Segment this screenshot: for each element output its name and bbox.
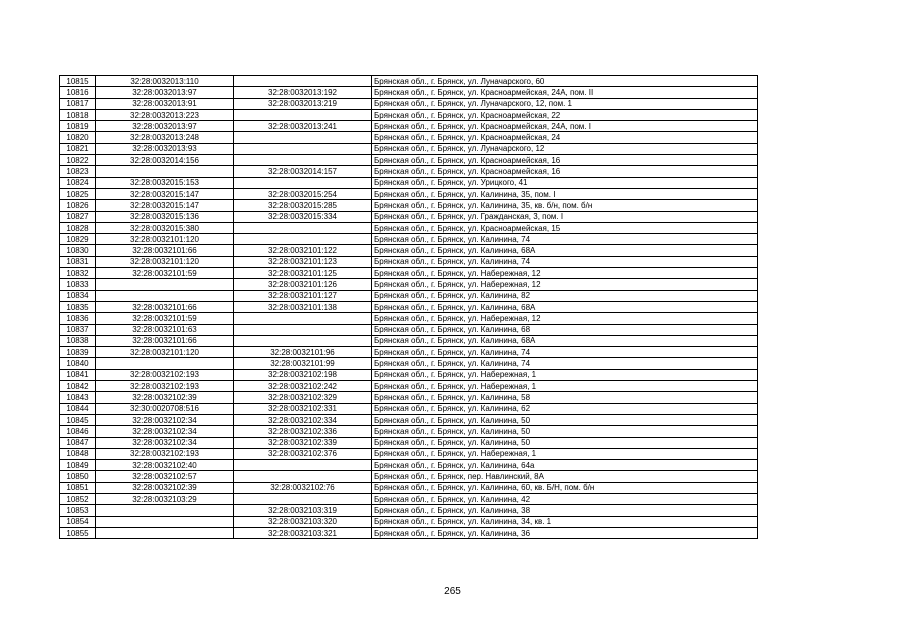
object-number-cell: 32:28:0032101:127: [234, 290, 372, 301]
parcel-number-cell: 32:28:0032013:91: [96, 98, 234, 109]
parcel-number-cell: 32:28:0032013:223: [96, 109, 234, 120]
address-cell: Брянская обл., г. Брянск, ул. Красноармейская, 16: [372, 166, 758, 177]
table-row: [60, 527, 758, 538]
row-number-cell: 10820: [60, 132, 96, 143]
address-cell: Брянская обл., г. Брянск, ул. Калинина, 36: [372, 527, 758, 538]
row-number-cell: 10851: [60, 482, 96, 493]
object-number-cell: 32:28:0032101:99: [234, 358, 372, 369]
table-row: [60, 166, 758, 177]
table-row: [60, 279, 758, 290]
address-cell: Брянская обл., г. Брянск, ул. Калинина, 68А: [372, 245, 758, 256]
address-cell: Брянская обл., г. Брянск, ул. Калинина, 64а: [372, 460, 758, 471]
table-body: [60, 76, 758, 539]
table-row: [60, 493, 758, 504]
parcel-number-cell: 32:28:0032101:66: [96, 335, 234, 346]
address-cell: Брянская обл., г. Брянск, ул. Красноармейская, 16: [372, 155, 758, 166]
table-row: [60, 268, 758, 279]
table-row: [60, 516, 758, 527]
object-number-cell: 32:28:0032103:321: [234, 527, 372, 538]
address-cell: Брянская обл., г. Брянск, ул. Калинина, 35, пом. I: [372, 188, 758, 199]
address-cell: Брянская обл., г. Брянск, ул. Луначарского, 12, пом. 1: [372, 98, 758, 109]
table-row: [60, 335, 758, 346]
address-cell: Брянская обл., г. Брянск, ул. Калинина, 74: [372, 234, 758, 245]
table-row: [60, 505, 758, 516]
object-number-cell: [234, 177, 372, 188]
object-number-cell: [234, 324, 372, 335]
object-number-cell: 32:28:0032015:285: [234, 200, 372, 211]
object-number-cell: 32:28:0032015:334: [234, 211, 372, 222]
object-number-cell: 32:28:0032101:123: [234, 256, 372, 267]
row-number-cell: 10833: [60, 279, 96, 290]
address-cell: Брянская обл., г. Брянск, ул. Калинина, 50: [372, 414, 758, 425]
object-number-cell: 32:28:0032013:241: [234, 121, 372, 132]
object-number-cell: 32:28:0032102:331: [234, 403, 372, 414]
address-cell: Брянская обл., г. Брянск, ул. Луначарского, 12: [372, 143, 758, 154]
address-cell: Брянская обл., г. Брянск, ул. Калинина, 50: [372, 426, 758, 437]
row-number-cell: 10834: [60, 290, 96, 301]
parcel-number-cell: 32:28:0032102:193: [96, 381, 234, 392]
parcel-number-cell: 32:28:0032102:193: [96, 369, 234, 380]
object-number-cell: [234, 76, 372, 87]
object-number-cell: 32:28:0032103:319: [234, 505, 372, 516]
row-number-cell: 10816: [60, 87, 96, 98]
object-number-cell: 32:28:0032103:320: [234, 516, 372, 527]
row-number-cell: 10854: [60, 516, 96, 527]
row-number-cell: 10845: [60, 414, 96, 425]
row-number-cell: 10852: [60, 493, 96, 504]
table-row: [60, 211, 758, 222]
address-cell: Брянская обл., г. Брянск, ул. Набережная, 1: [372, 448, 758, 459]
table-row: [60, 426, 758, 437]
table-row: [60, 290, 758, 301]
row-number-cell: 10836: [60, 313, 96, 324]
parcel-number-cell: 32:28:0032102:39: [96, 392, 234, 403]
row-number-cell: 10838: [60, 335, 96, 346]
address-cell: Брянская обл., г. Брянск, ул. Набережная, 12: [372, 313, 758, 324]
parcel-number-cell: 32:28:0032101:120: [96, 347, 234, 358]
address-cell: Брянская обл., г. Брянск, ул. Калинина, 68: [372, 324, 758, 335]
parcel-number-cell: 32:28:0032102:57: [96, 471, 234, 482]
object-number-cell: 32:28:0032102:76: [234, 482, 372, 493]
address-cell: Брянская обл., г. Брянск, ул. Красноармейская, 22: [372, 109, 758, 120]
row-number-cell: 10817: [60, 98, 96, 109]
address-cell: Брянская обл., г. Брянск, ул. Калинина, 74: [372, 256, 758, 267]
address-cell: Брянская обл., г. Брянск, ул. Калинина, 50: [372, 437, 758, 448]
row-number-cell: 10829: [60, 234, 96, 245]
parcel-number-cell: [96, 516, 234, 527]
row-number-cell: 10822: [60, 155, 96, 166]
address-cell: Брянская обл., г. Брянск, ул. Калинина, 82: [372, 290, 758, 301]
table-row: [60, 234, 758, 245]
parcel-number-cell: 32:28:0032015:153: [96, 177, 234, 188]
parcel-number-cell: 32:28:0032102:39: [96, 482, 234, 493]
table-row: [60, 414, 758, 425]
table-row: [60, 132, 758, 143]
address-cell: Брянская обл., г. Брянск, ул. Калинина, 42: [372, 493, 758, 504]
parcel-number-cell: [96, 358, 234, 369]
row-number-cell: 10828: [60, 222, 96, 233]
parcel-number-cell: 32:28:0032014:156: [96, 155, 234, 166]
object-number-cell: 32:28:0032102:334: [234, 414, 372, 425]
parcel-number-cell: 32:28:0032013:248: [96, 132, 234, 143]
row-number-cell: 10823: [60, 166, 96, 177]
object-number-cell: 32:28:0032102:242: [234, 381, 372, 392]
table-row: [60, 87, 758, 98]
object-number-cell: 32:28:0032102:336: [234, 426, 372, 437]
table-row: [60, 301, 758, 312]
parcel-number-cell: 32:28:0032101:120: [96, 234, 234, 245]
row-number-cell: 10849: [60, 460, 96, 471]
address-cell: Брянская обл., г. Брянск, ул. Калинина, 68А: [372, 301, 758, 312]
row-number-cell: 10843: [60, 392, 96, 403]
object-number-cell: 32:28:0032101:138: [234, 301, 372, 312]
parcel-number-cell: 32:28:0032013:97: [96, 121, 234, 132]
address-cell: Брянская обл., г. Брянск, ул. Набережная, 1: [372, 381, 758, 392]
row-number-cell: 10819: [60, 121, 96, 132]
table-row: [60, 313, 758, 324]
parcel-number-cell: 32:28:0032101:59: [96, 313, 234, 324]
address-cell: Брянская обл., г. Брянск, ул. Красноармейская, 24А, пом. I: [372, 121, 758, 132]
table-row: [60, 471, 758, 482]
parcel-number-cell: 32:28:0032102:34: [96, 414, 234, 425]
address-cell: Брянская обл., г. Брянск, ул. Гражданская, 3, пом. I: [372, 211, 758, 222]
object-number-cell: 32:28:0032101:126: [234, 279, 372, 290]
table-row: [60, 143, 758, 154]
row-number-cell: 10844: [60, 403, 96, 414]
object-number-cell: 32:28:0032101:125: [234, 268, 372, 279]
table-row: [60, 188, 758, 199]
row-number-cell: 10831: [60, 256, 96, 267]
address-cell: Брянская обл., г. Брянск, пер. Навлинский, 8А: [372, 471, 758, 482]
table-row: [60, 358, 758, 369]
parcel-number-cell: 32:28:0032103:29: [96, 493, 234, 504]
address-cell: Брянская обл., г. Брянск, ул. Красноармейская, 24А, пом. II: [372, 87, 758, 98]
row-number-cell: 10847: [60, 437, 96, 448]
table-row: [60, 98, 758, 109]
address-cell: Брянская обл., г. Брянск, ул. Калинина, 74: [372, 347, 758, 358]
parcel-number-cell: 32:28:0032015:380: [96, 222, 234, 233]
row-number-cell: 10818: [60, 109, 96, 120]
table-row: [60, 109, 758, 120]
parcel-number-cell: 32:28:0032102:34: [96, 426, 234, 437]
parcel-number-cell: 32:28:0032013:110: [96, 76, 234, 87]
table-row: [60, 381, 758, 392]
table-row: [60, 403, 758, 414]
parcel-number-cell: 32:28:0032102:34: [96, 437, 234, 448]
address-cell: Брянская обл., г. Брянск, ул. Калинина, 68А: [372, 335, 758, 346]
table-row: [60, 369, 758, 380]
object-number-cell: [234, 313, 372, 324]
row-number-cell: 10835: [60, 301, 96, 312]
table-row: [60, 222, 758, 233]
address-cell: Брянская обл., г. Брянск, ул. Калинина, 60, кв. Б/Н, пом. б/н: [372, 482, 758, 493]
row-number-cell: 10840: [60, 358, 96, 369]
table-row: [60, 448, 758, 459]
parcel-number-cell: 32:28:0032013:97: [96, 87, 234, 98]
table-row: [60, 347, 758, 358]
parcel-number-cell: [96, 505, 234, 516]
object-number-cell: 32:28:0032101:122: [234, 245, 372, 256]
object-number-cell: 32:28:0032102:376: [234, 448, 372, 459]
row-number-cell: 10826: [60, 200, 96, 211]
parcel-number-cell: 32:28:0032101:63: [96, 324, 234, 335]
address-cell: Брянская обл., г. Брянск, ул. Набережная, 12: [372, 279, 758, 290]
parcel-number-cell: 32:28:0032102:193: [96, 448, 234, 459]
row-number-cell: 10824: [60, 177, 96, 188]
row-number-cell: 10827: [60, 211, 96, 222]
object-number-cell: [234, 335, 372, 346]
object-number-cell: 32:28:0032015:254: [234, 188, 372, 199]
parcel-number-cell: [96, 290, 234, 301]
address-cell: Брянская обл., г. Брянск, ул. Красноармейская, 24: [372, 132, 758, 143]
row-number-cell: 10853: [60, 505, 96, 516]
object-number-cell: [234, 143, 372, 154]
object-number-cell: 32:28:0032102:198: [234, 369, 372, 380]
address-cell: Брянская обл., г. Брянск, ул. Калинина, 38: [372, 505, 758, 516]
parcel-number-cell: 32:28:0032015:147: [96, 188, 234, 199]
row-number-cell: 10846: [60, 426, 96, 437]
address-cell: Брянская обл., г. Брянск, ул. Набережная, 1: [372, 369, 758, 380]
cadastral-table: [59, 75, 758, 539]
table-row: [60, 437, 758, 448]
address-cell: Брянская обл., г. Брянск, ул. Луначарского, 60: [372, 76, 758, 87]
object-number-cell: [234, 460, 372, 471]
row-number-cell: 10855: [60, 527, 96, 538]
parcel-number-cell: 32:30:0020708:516: [96, 403, 234, 414]
address-cell: Брянская обл., г. Брянск, ул. Калинина, 34, кв. 1: [372, 516, 758, 527]
row-number-cell: 10842: [60, 381, 96, 392]
table-row: [60, 482, 758, 493]
parcel-number-cell: [96, 279, 234, 290]
object-number-cell: [234, 234, 372, 245]
object-number-cell: [234, 109, 372, 120]
parcel-number-cell: [96, 166, 234, 177]
address-cell: Брянская обл., г. Брянск, ул. Красноармейская, 15: [372, 222, 758, 233]
row-number-cell: 10832: [60, 268, 96, 279]
row-number-cell: 10850: [60, 471, 96, 482]
parcel-number-cell: 32:28:0032101:59: [96, 268, 234, 279]
row-number-cell: 10837: [60, 324, 96, 335]
address-cell: Брянская обл., г. Брянск, ул. Калинина, 35, кв. б/н, пом. б/н: [372, 200, 758, 211]
parcel-number-cell: 32:28:0032101:66: [96, 301, 234, 312]
object-number-cell: 32:28:0032013:219: [234, 98, 372, 109]
object-number-cell: [234, 222, 372, 233]
parcel-number-cell: 32:28:0032101:66: [96, 245, 234, 256]
object-number-cell: 32:28:0032014:157: [234, 166, 372, 177]
parcel-number-cell: 32:28:0032102:40: [96, 460, 234, 471]
object-number-cell: 32:28:0032101:96: [234, 347, 372, 358]
page-number: 265: [444, 586, 461, 597]
parcel-number-cell: 32:28:0032015:147: [96, 200, 234, 211]
row-number-cell: 10830: [60, 245, 96, 256]
row-number-cell: 10839: [60, 347, 96, 358]
table-row: [60, 460, 758, 471]
address-cell: Брянская обл., г. Брянск, ул. Урицкого, 41: [372, 177, 758, 188]
table-row: [60, 177, 758, 188]
table-row: [60, 121, 758, 132]
row-number-cell: 10825: [60, 188, 96, 199]
table-row: [60, 200, 758, 211]
object-number-cell: [234, 493, 372, 504]
address-cell: Брянская обл., г. Брянск, ул. Набережная, 12: [372, 268, 758, 279]
address-cell: Брянская обл., г. Брянск, ул. Калинина, 58: [372, 392, 758, 403]
object-number-cell: 32:28:0032102:339: [234, 437, 372, 448]
table-row: [60, 76, 758, 87]
table-row: [60, 324, 758, 335]
row-number-cell: 10848: [60, 448, 96, 459]
table-row: [60, 155, 758, 166]
table-row: [60, 256, 758, 267]
table-row: [60, 245, 758, 256]
row-number-cell: 10815: [60, 76, 96, 87]
parcel-number-cell: 32:28:0032013:93: [96, 143, 234, 154]
parcel-number-cell: 32:28:0032101:120: [96, 256, 234, 267]
address-cell: Брянская обл., г. Брянск, ул. Калинина, 62: [372, 403, 758, 414]
object-number-cell: [234, 132, 372, 143]
parcel-number-cell: 32:28:0032015:136: [96, 211, 234, 222]
row-number-cell: 10841: [60, 369, 96, 380]
parcel-number-cell: [96, 527, 234, 538]
object-number-cell: [234, 155, 372, 166]
object-number-cell: 32:28:0032102:329: [234, 392, 372, 403]
table-row: [60, 392, 758, 403]
object-number-cell: 32:28:0032013:192: [234, 87, 372, 98]
row-number-cell: 10821: [60, 143, 96, 154]
address-cell: Брянская обл., г. Брянск, ул. Калинина, 74: [372, 358, 758, 369]
object-number-cell: [234, 471, 372, 482]
